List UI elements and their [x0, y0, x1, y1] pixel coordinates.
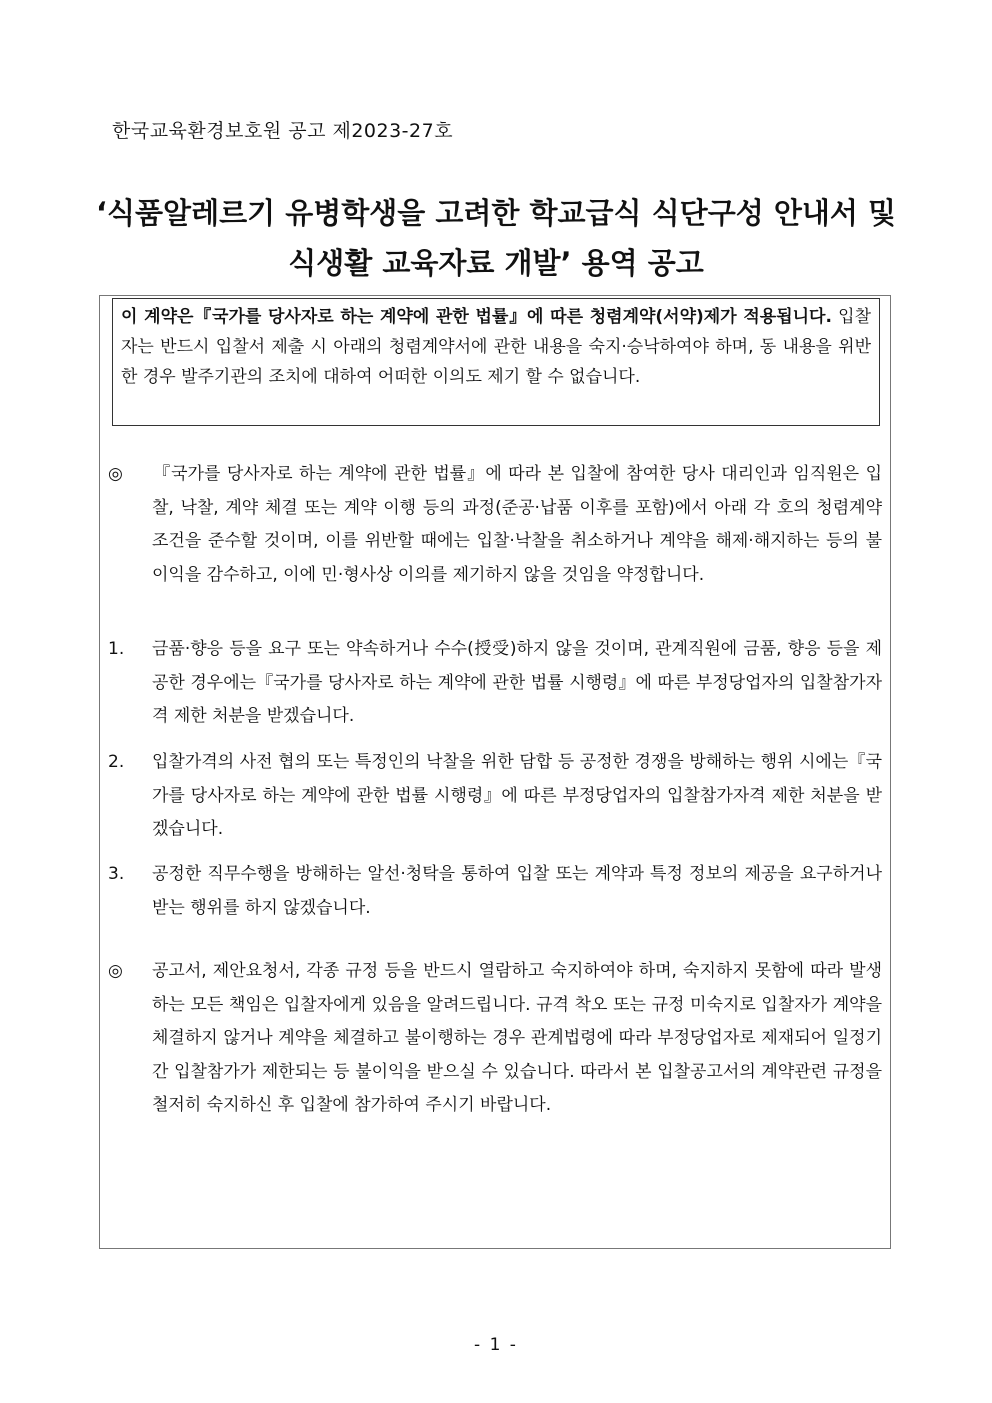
list-item — [108, 858, 882, 925]
list-item — [108, 633, 882, 734]
document-title-line-2: 식생활 교육자료 개발’ 용역 공고 — [288, 246, 704, 280]
list-item — [108, 746, 882, 847]
double-circle-marker: ◎ — [108, 961, 123, 981]
integrity-notice-body: 입찰자는 반드시 입찰서 제출 시 아래의 청렴계약서에 관한 내용을 숙지·승낙하여야 하며, 동 내용을 위반한 경우 발주기관의 조치에 대하여 어떠한 이의도 제기 할 수 없습니다. — [121, 307, 871, 387]
integrity-notice-box — [112, 298, 880, 426]
item-number: 3. — [108, 864, 125, 884]
integrity-notice-text — [121, 302, 871, 392]
item-text: 공정한 직무수행을 방해하는 알선·청탁을 통하여 입찰 또는 계약과 특정 정보의 제공을 요구하거나 받는 행위를 하지 않겠습니다. — [152, 864, 882, 918]
item-text: 입찰가격의 사전 협의 또는 특정인의 낙찰을 위한 담합 등 공정한 경쟁을 방해하는 행위 시에는『국가를 당사자로 하는 계약에 관한 법률 시행령』에 따른 부정당업자의 입찰참가자격 제한 처분을 받겠습니다. — [152, 752, 882, 839]
item-number: 1. — [108, 639, 125, 659]
document-title-line-1: ‘식품알레르기 유병학생을 고려한 학교급식 식단구성 안내서 및 — [96, 196, 896, 230]
notice-number: 한국교육환경보호원 공고 제2023-27호 — [112, 120, 454, 142]
bidder-notice-paragraph — [108, 955, 882, 1123]
item-number: 2. — [108, 752, 125, 772]
item-text: 금품·향응 등을 요구 또는 약속하거나 수수(授受)하지 않을 것이며, 관계직원에 금품, 향응 등을 제공한 경우에는『국가를 당사자로 하는 계약에 관한 법률 시행령』에 따른 부정당업자의 입찰참가자격 제한 처분을 받겠습니다. — [152, 639, 882, 726]
double-circle-marker: ◎ — [108, 464, 123, 484]
pledge-paragraph — [108, 458, 882, 592]
integrity-notice-bold: 이 계약은『국가를 당사자로 하는 계약에 관한 법률』에 따른 청렴계약(서약)제가 적용됩니다. — [121, 307, 832, 327]
bidder-notice-text: 공고서, 제안요청서, 각종 규정 등을 반드시 열람하고 숙지하여야 하며, 숙지하지 못함에 따라 발생하는 모든 책임은 입찰자에게 있음을 알려드립니다. 규격 착오 또는 규정 미숙지로 입찰자가 계약을 체결하지 않거나 계약을 체결하고 불이행하는 경우 관계법령에 따라 부정당업자로 제재되어 일정기간 입찰참가가 제한되는 등 불이익을 받으실 수 있습니다. 따라서 본 입찰공고서의 계약관련 규정을 철저히 숙지하신 후 입찰에 참가하여 주시기 바랍니다. — [152, 961, 882, 1115]
pledge-text: 『국가를 당사자로 하는 계약에 관한 법률』에 따라 본 입찰에 참여한 당사 대리인과 임직원은 입찰, 낙찰, 계약 체결 또는 계약 이행 등의 과정(준공·납품 이후를 포함)에서 아래 각 호의 청렴계약 조건을 준수할 것이며, 이를 위반할 때에는 입찰·낙찰을 취소하거나 계약을 해제·해지하는 등의 불이익을 감수하고, 이에 민·형사상 이의를 제기하지 않을 것임을 약정합니다. — [152, 464, 882, 585]
page-number: - 1 - — [474, 1335, 518, 1355]
